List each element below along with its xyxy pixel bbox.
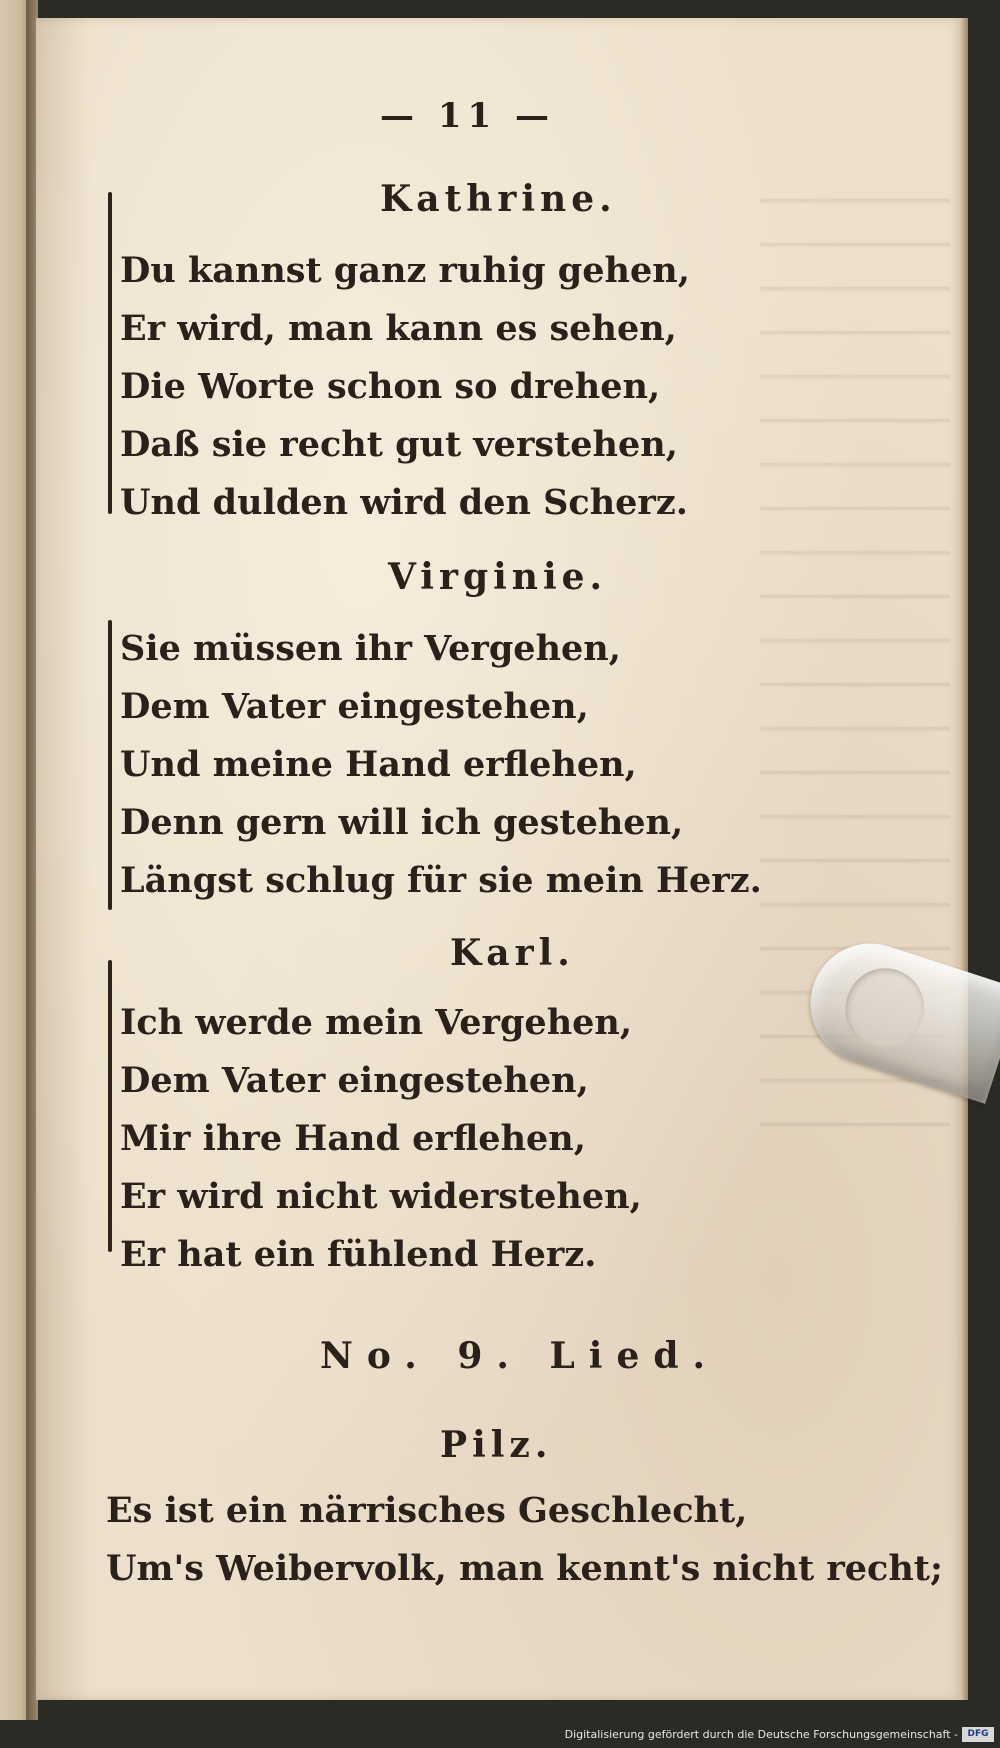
verse-line: Du kannst ganz ruhig gehen, xyxy=(120,250,690,291)
verse-line: Er wird nicht widerstehen, xyxy=(120,1176,642,1217)
verse-line: Und dulden wird den Scherz. xyxy=(120,482,688,523)
verse-line: Daß sie recht gut verstehen, xyxy=(120,424,678,465)
dfg-logo: DFG xyxy=(962,1727,994,1742)
page-number: — 11 — xyxy=(380,96,555,136)
verse-line: Dem Vater eingestehen, xyxy=(120,1060,589,1101)
verse-line: Und meine Hand erflehen, xyxy=(120,744,637,785)
verse-line: Längst schlug für sie mein Herz. xyxy=(120,860,762,901)
speaker-name: Virginie. xyxy=(388,556,608,598)
verse-line: Er hat ein fühlend Herz. xyxy=(120,1234,597,1275)
verse-line: Es ist ein närrisches Geschlecht, xyxy=(106,1490,748,1531)
verse-line: Denn gern will ich gestehen, xyxy=(120,802,684,843)
verse-line: Die Worte schon so drehen, xyxy=(120,366,661,407)
page-edge xyxy=(960,18,968,1700)
verse-line: Er wird, man kann es sehen, xyxy=(120,308,677,349)
stanza-bracket xyxy=(108,620,112,910)
stanza-bracket xyxy=(108,192,112,514)
digitization-footer xyxy=(0,1722,1000,1748)
verse-line: Ich werde mein Vergehen, xyxy=(120,1002,633,1043)
stanza-bracket xyxy=(108,960,112,1252)
speaker-name: Pilz. xyxy=(440,1424,553,1466)
verse-line: Mir ihre Hand erflehen, xyxy=(120,1118,586,1159)
verse-line: Um's Weibervolk, man kennt's nicht recht; xyxy=(106,1548,943,1589)
speaker-name: Karl. xyxy=(450,932,575,974)
verse-line: Sie müssen ihr Vergehen, xyxy=(120,628,621,669)
verse-line: Dem Vater eingestehen, xyxy=(120,686,589,727)
song-title: No. 9. Lied. xyxy=(320,1335,720,1377)
funding-credit: Digitalisierung gefördert durch die Deutsche Forschungsgemeinschaft - xyxy=(564,1728,958,1741)
speaker-name: Kathrine. xyxy=(380,178,617,220)
